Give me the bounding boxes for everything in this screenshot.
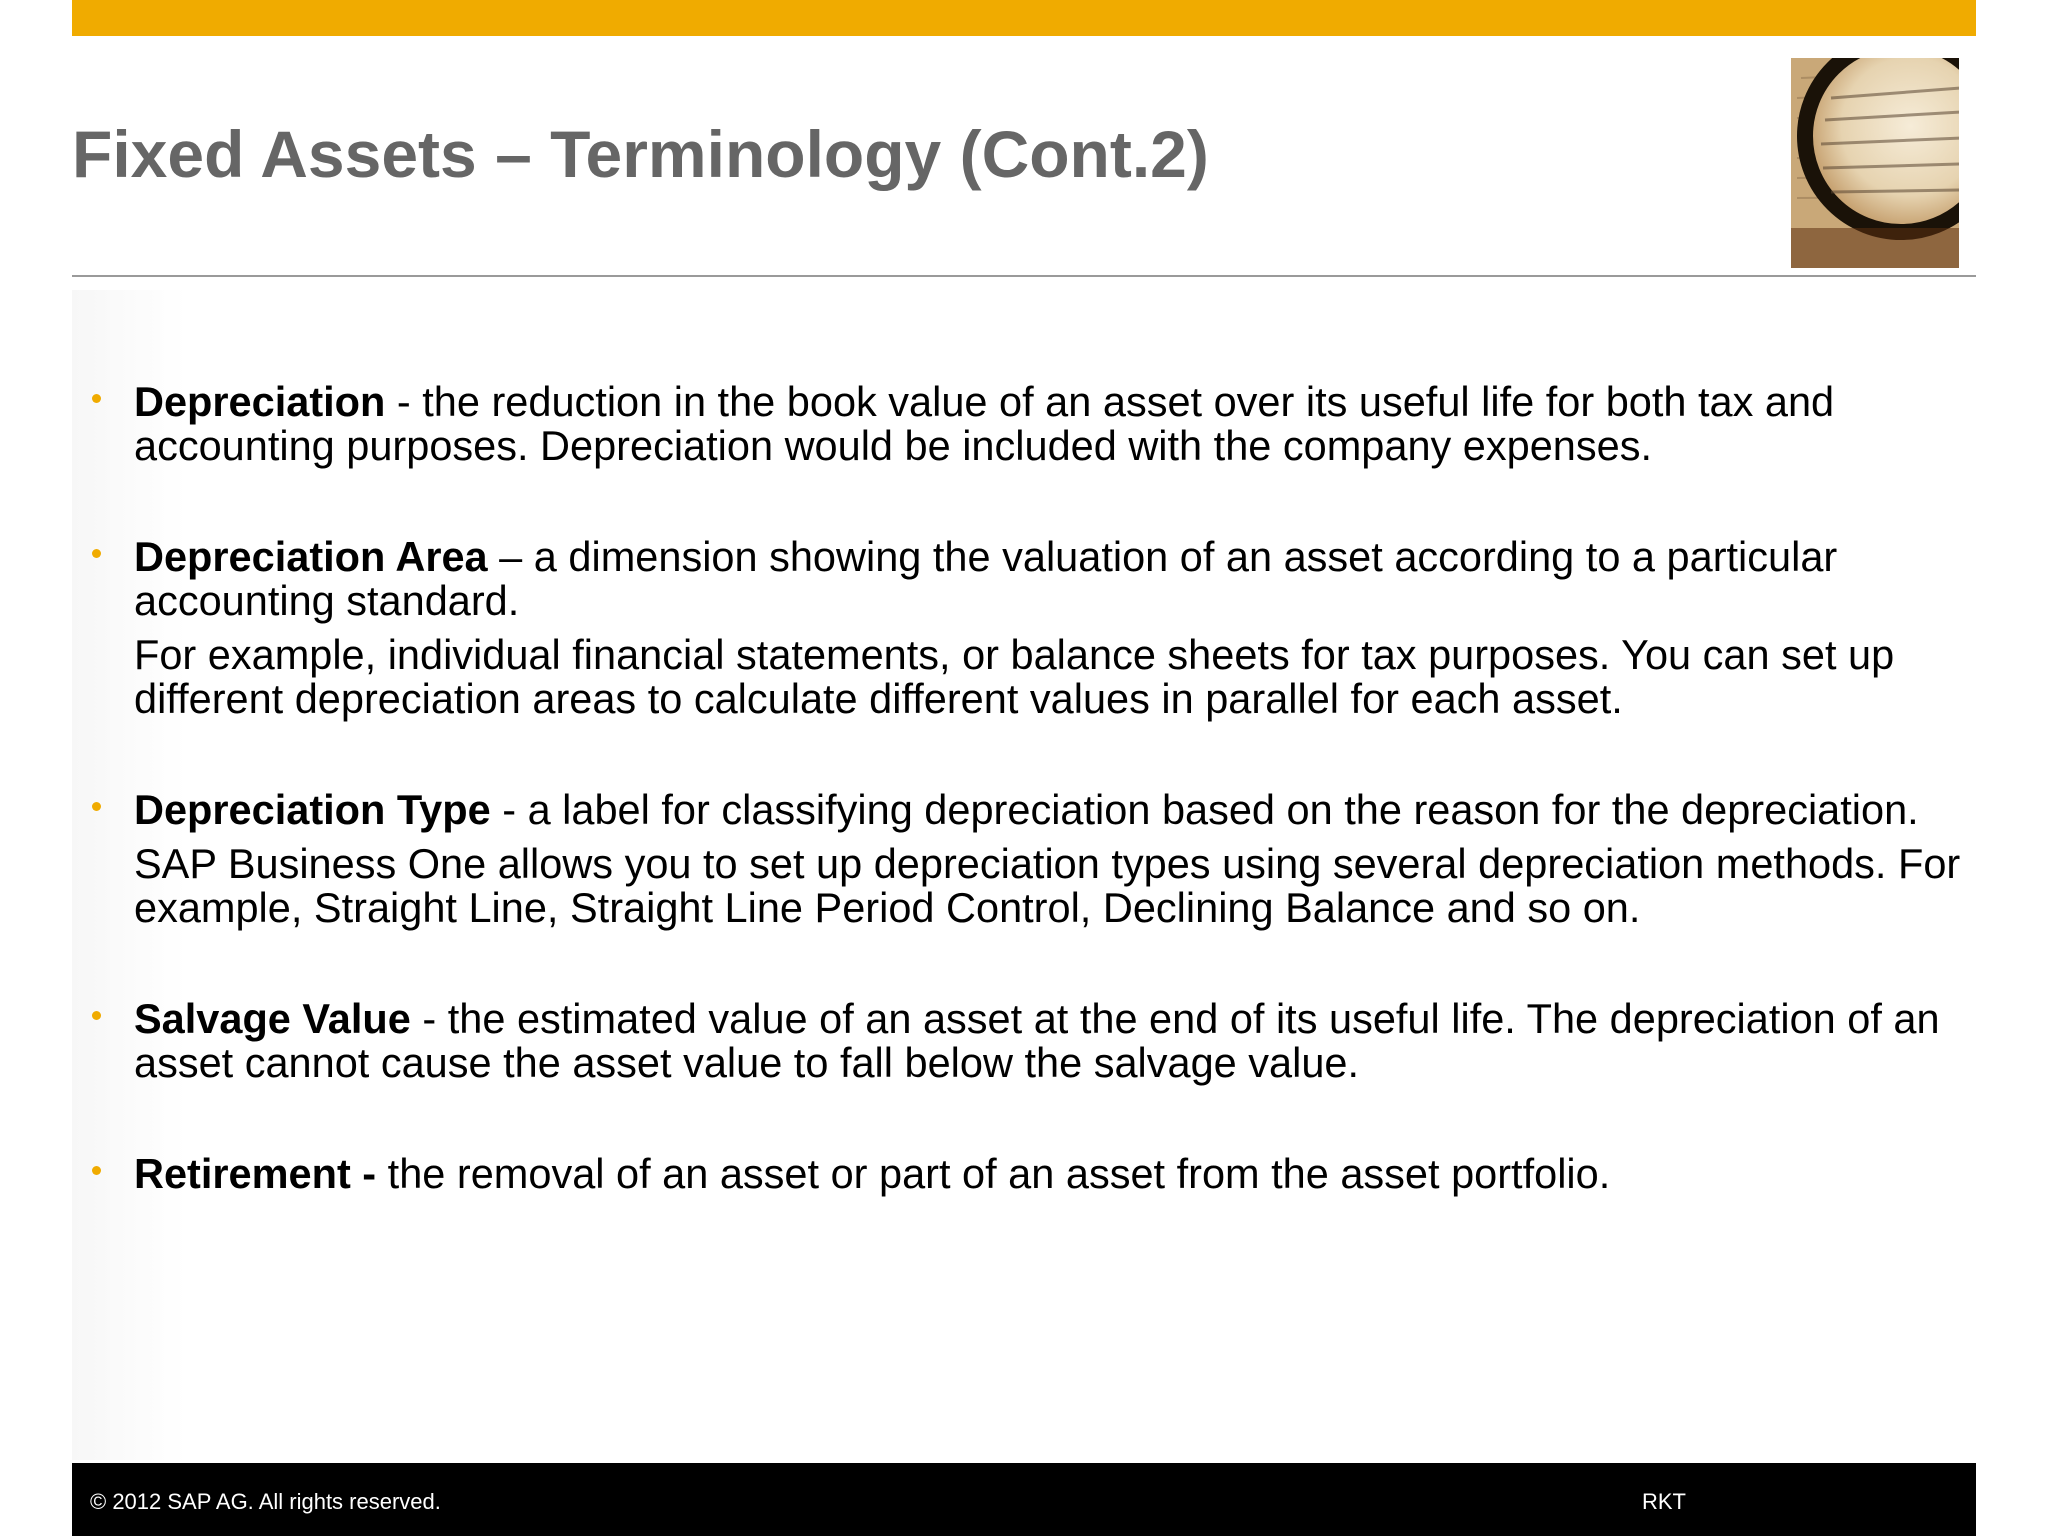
term-definition: - a label for classifying depreciation based on the reason for the depreciation. <box>490 786 1919 833</box>
copyright-text: © 2012 SAP AG. All rights reserved. <box>90 1489 441 1514</box>
bullet-dot-icon <box>92 549 101 558</box>
terminology-list <box>92 380 1962 1196</box>
footer-code: RKT <box>1642 1489 1686 1514</box>
term-label: Depreciation <box>134 378 386 425</box>
list-item <box>92 997 1962 1085</box>
term-definition: - the estimated value of an asset at the end of its useful life. The depreciation of an asset cannot cause the asset value to fall below the salvage value. <box>134 995 1940 1086</box>
list-item <box>92 380 1962 468</box>
term-label: Retirement - <box>134 1150 377 1197</box>
term-label: Depreciation Type <box>134 786 491 833</box>
term-example: SAP Business One allows you to set up depreciation types using several depreciation methods. For example, Straight Line, Straight Line Period Control, Declining Balance and so on. <box>134 840 1961 931</box>
bullet-dot-icon <box>92 1166 101 1175</box>
term-definition: - the reduction in the book value of an asset over its useful life for both tax and accounting purposes. Depreciation would be included with the company expenses. <box>134 378 1835 469</box>
footer-bar <box>72 1463 1976 1536</box>
title-divider <box>72 275 1976 277</box>
term-example: For example, individual financial statements, or balance sheets for tax purposes. You can set up different depreciation areas to calculate different values in parallel for each asset. <box>134 631 1895 722</box>
slide-title: Fixed Assets – Terminology (Cont.2) <box>72 117 1209 191</box>
magnifying-glass-icon <box>1791 58 1959 268</box>
list-item <box>92 1152 1962 1196</box>
term-definition: the removal of an asset or part of an asset from the asset portfolio. <box>376 1150 1611 1197</box>
bullet-dot-icon <box>92 1011 101 1020</box>
term-label: Salvage Value <box>134 995 411 1042</box>
list-item <box>92 788 1962 930</box>
bullet-dot-icon <box>92 394 101 403</box>
list-item <box>92 535 1962 721</box>
top-accent-bar <box>72 0 1976 36</box>
term-label: Depreciation Area <box>134 533 488 580</box>
bullet-dot-icon <box>92 802 101 811</box>
term-definition: – a dimension showing the valuation of an asset according to a particular accounting standard. <box>134 533 1838 624</box>
